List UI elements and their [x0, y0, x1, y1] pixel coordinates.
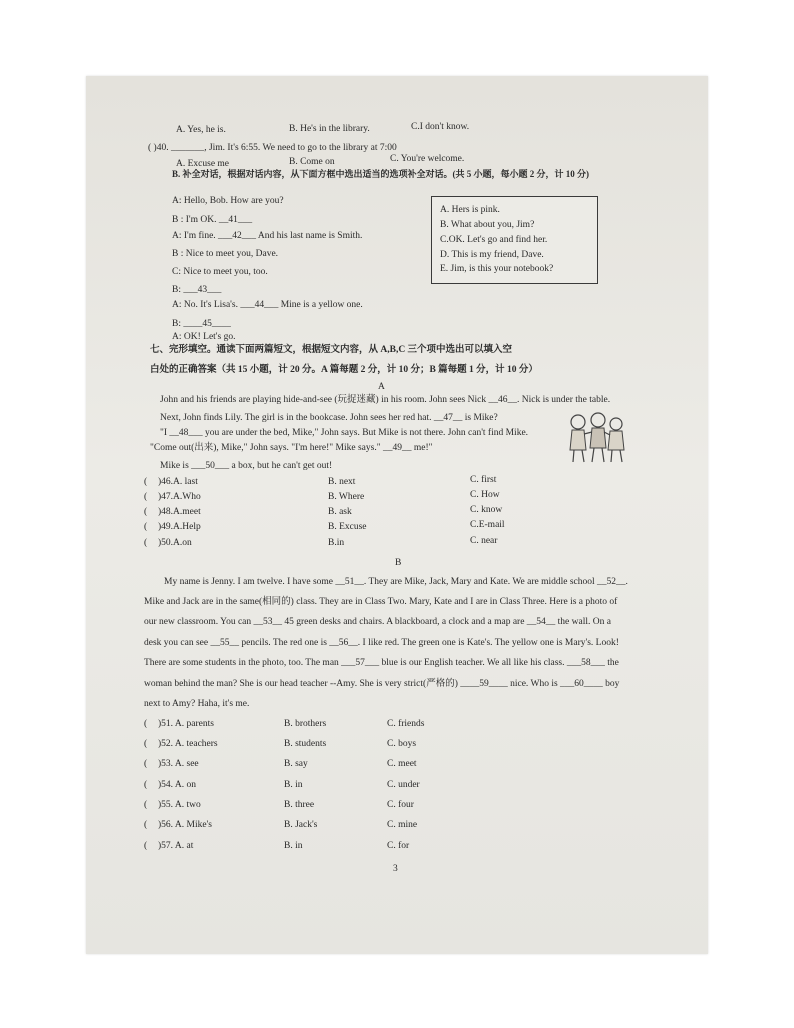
dialog-line: B : I'm OK. __41___ — [172, 215, 253, 225]
question-57-b: B. in — [284, 841, 303, 851]
question-51-b: B. brothers — [284, 719, 327, 729]
dialog-line: A: Hello, Bob. How are you? — [172, 196, 284, 206]
answer-paren: ( — [144, 739, 148, 749]
page-number: 3 — [393, 864, 398, 874]
q40-option-b: B. Come on — [289, 157, 335, 167]
question-55-b: B. three — [284, 800, 315, 810]
answer-paren: ( — [144, 841, 148, 851]
question-48-c: C. know — [470, 505, 503, 515]
question-50-c: C. near — [470, 536, 498, 546]
question-46-b: B. next — [328, 477, 356, 487]
dialog-option: D. This is my friend, Dave. — [440, 250, 544, 260]
dialog-option: B. What about you, Jim? — [440, 220, 535, 230]
dialog-line: A: OK! Let's go. — [172, 332, 236, 342]
question-57: )57. A. at — [158, 841, 194, 851]
q39-option-c: C.I don't know. — [411, 122, 470, 132]
passage-a-line: Mike is ___50___ a box, but he can't get out! — [160, 461, 333, 471]
q39-option-a: A. Yes, he is. — [176, 125, 226, 135]
dialog-option: C.OK. Let's go and find her. — [440, 235, 548, 245]
answer-paren: ( — [144, 820, 148, 830]
passage-a-line: "Come out(出来), Mike," John says. "I'm here!" Mike says." __49__ me!" — [150, 443, 433, 453]
question-52-b: B. students — [284, 739, 327, 749]
answer-paren: ( — [144, 507, 148, 517]
dialog-line: B : Nice to meet you, Dave. — [172, 249, 279, 259]
question-46-c: C. first — [470, 475, 497, 485]
section-7-heading: 七、完形填空。通读下面两篇短文，根据短文内容，从 A,B,C 三个项中选出可以填入空 — [150, 345, 513, 355]
question-47-c: C. How — [470, 490, 500, 500]
question-53-b: B. say — [284, 759, 308, 769]
answer-paren: ( — [144, 522, 148, 532]
passage-a-line: John and his friends are playing hide-and-see (玩捉迷藏) in his room. John sees Nick __46__. Nick is under the table. — [160, 395, 611, 405]
question-51: )51. A. parents — [158, 719, 214, 729]
exam-page — [86, 76, 708, 954]
dialog-line: A: No. It's Lisa's. ___44___ Mine is a yellow one. — [172, 300, 363, 310]
question-55-c: C. four — [387, 800, 414, 810]
passage-b-label: B — [395, 558, 402, 568]
question-48-b: B. ask — [328, 507, 352, 517]
passage-b-line: My name is Jenny. I am twelve. I have some __51__. They are Mike, Jack, Mary and Kate. We are middle school __52__. — [164, 577, 628, 587]
question-49-b: B. Excuse — [328, 522, 367, 532]
dialog-line: A: I'm fine. ___42___ And his last name is Smith. — [172, 231, 363, 241]
question-56-b: B. Jack's — [284, 820, 318, 830]
answer-paren: ( — [144, 492, 148, 502]
dialog-option: E. Jim, is this your notebook? — [440, 264, 554, 274]
question-52: )52. A. teachers — [158, 739, 218, 749]
passage-b-line: Mike and Jack are in the same(相同的) class. They are in Class Two. Mary, Kate and I are in Class Three. Here is a photo of — [144, 597, 618, 607]
question-48: )48.A.meet — [158, 507, 201, 517]
passage-a-label: A — [378, 382, 385, 392]
question-49-c: C.E-mail — [470, 520, 505, 530]
dialog-line: B: ___43___ — [172, 285, 222, 295]
question-54: )54. A. on — [158, 780, 196, 790]
question-47-b: B. Where — [328, 492, 365, 502]
question-53: )53. A. see — [158, 759, 199, 769]
question-49: )49.A.Help — [158, 522, 201, 532]
passage-b-line: desk you can see __55__ pencils. The red one is __56__. I like red. The green one is Kate's. The yellow one is Mary's. Look! — [144, 638, 619, 648]
question-50: )50.A.on — [158, 538, 192, 548]
q40-option-c: C. You're welcome. — [390, 154, 465, 164]
q39-option-b: B. He's in the library. — [289, 124, 370, 134]
answer-paren: ( — [144, 719, 148, 729]
passage-b-line: woman behind the man? She is our head teacher --Amy. She is very strict(严格的) ____59____ nice. Who is ___60____ boy — [144, 679, 620, 689]
kids-cartoon-image — [564, 410, 628, 466]
question-54-c: C. under — [387, 780, 420, 790]
question-46: )46.A. last — [158, 477, 198, 487]
question-47: )47.A.Who — [158, 492, 201, 502]
dialog-option: A. Hers is pink. — [440, 205, 500, 215]
answer-paren: ( — [144, 759, 148, 769]
question-56-c: C. mine — [387, 820, 418, 830]
answer-paren: ( — [144, 538, 148, 548]
dialog-line: C: Nice to meet you, too. — [172, 267, 268, 277]
passage-a-line: "I __48___ you are under the bed, Mike," John says. But Mike is not there. John can't find Mike. — [160, 428, 529, 438]
passage-b-line: next to Amy? Haha, it's me. — [144, 699, 250, 709]
answer-paren: ( — [144, 477, 148, 487]
question-55: )55. A. two — [158, 800, 201, 810]
dialog-options-box — [431, 196, 598, 284]
question-56: )56. A. Mike's — [158, 820, 212, 830]
dialog-line: B: ____45____ — [172, 319, 231, 329]
q40-option-a: A. Excuse me — [176, 159, 230, 169]
question-52-c: C. boys — [387, 739, 417, 749]
passage-a-line: Next, John finds Lily. The girl is in the bookcase. John sees her red hat. __47__ is Mike? — [160, 413, 498, 423]
question-54-b: B. in — [284, 780, 303, 790]
section-b-heading: B. 补全对话，根据对话内容，从下面方框中选出适当的选项补全对话。(共 5 小题，每小题 2 分，计 10 分) — [172, 169, 589, 179]
answer-paren: ( — [144, 800, 148, 810]
question-50-b: B.in — [328, 538, 345, 548]
question-53-c: C. meet — [387, 759, 417, 769]
question-51-c: C. friends — [387, 719, 425, 729]
answer-paren: ( — [144, 780, 148, 790]
passage-b-line: our new classroom. You can __53__ 45 green desks and chairs. A blackboard, a clock and a map are __54__ the wall. On a — [144, 617, 611, 627]
question-40: ( )40. _______, Jim. It's 6:55. We need to go to the library at 7:00 — [148, 143, 397, 153]
section-7-heading-line2: 白处的正确答案（共 15 小题，计 20 分。A 篇每题 2 分，计 10 分；B 篇每题 1 分，计 10 分） — [150, 365, 538, 375]
question-57-c: C. for — [387, 841, 410, 851]
passage-b-line: There are some students in the photo, too. The man ___57___ blue is our English teacher. We all like his class. ___58___ the — [144, 658, 619, 668]
